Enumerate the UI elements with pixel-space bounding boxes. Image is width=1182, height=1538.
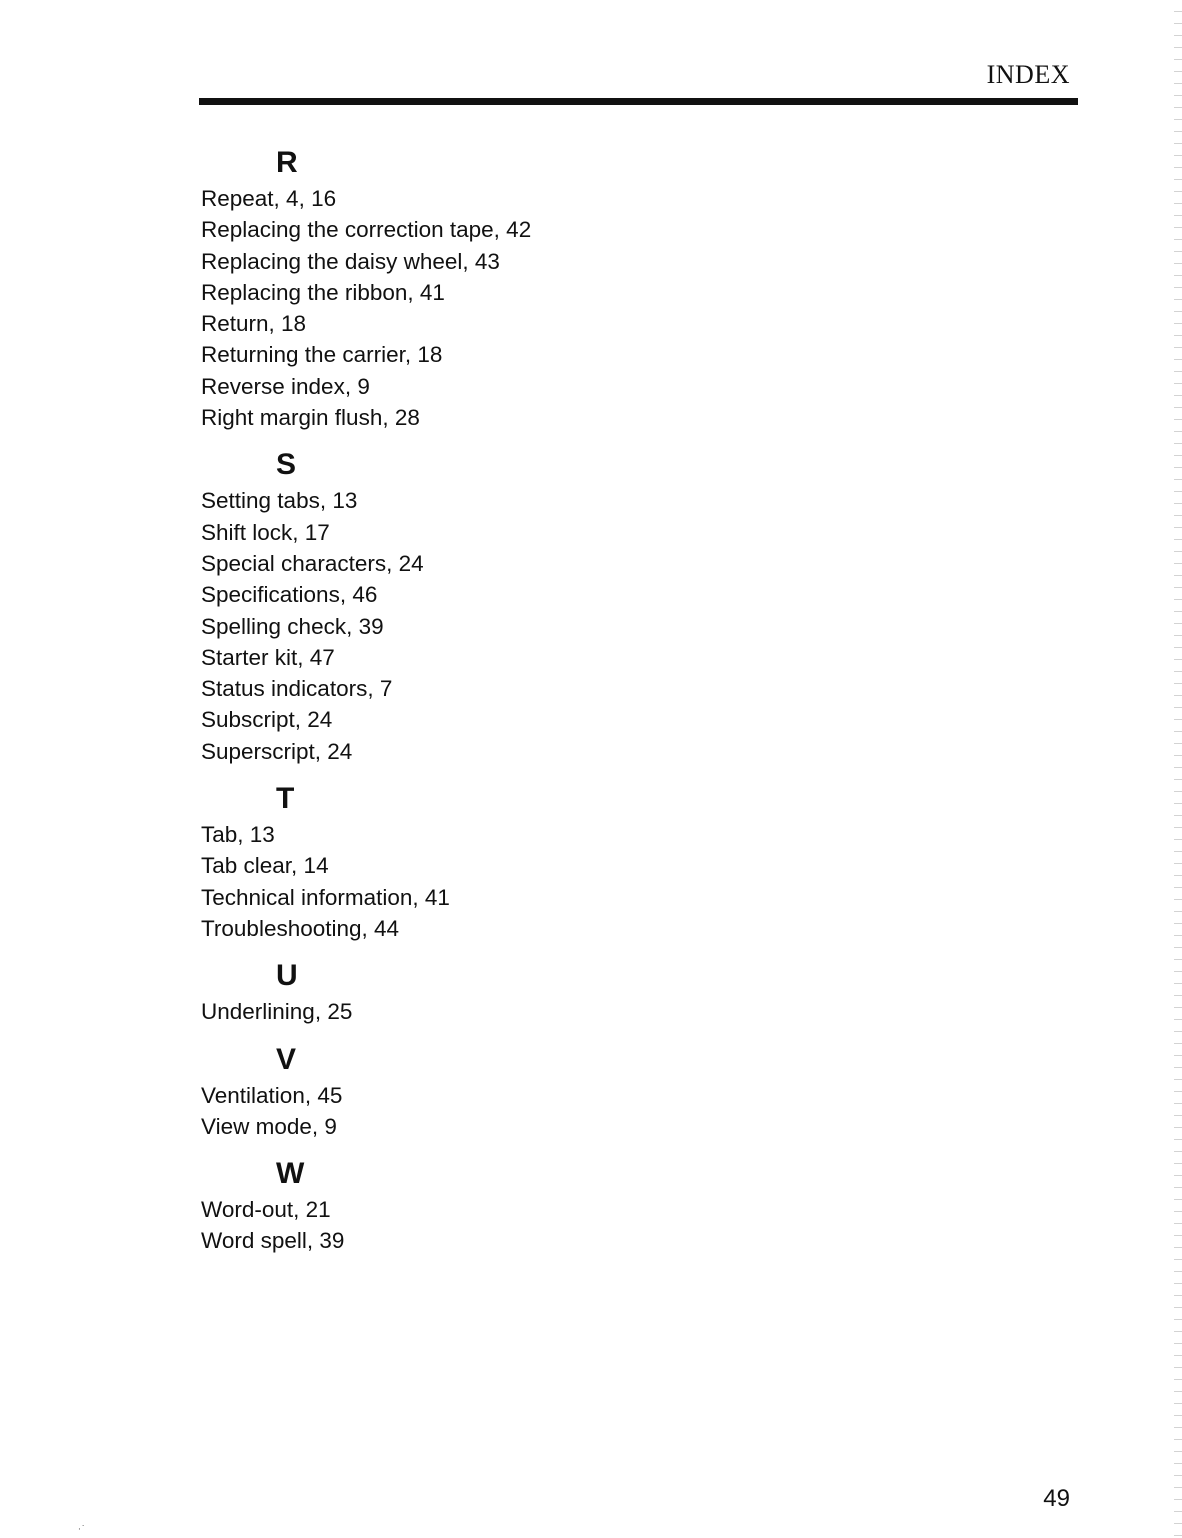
entry-list <box>201 819 901 944</box>
index-entry: Reverse index, 9 <box>201 373 370 399</box>
page-edge-ruler <box>1174 0 1182 1538</box>
index-entry: Tab clear, 14 <box>201 853 329 879</box>
index-entry: Replacing the daisy wheel, 43 <box>201 248 500 274</box>
entry-list <box>201 183 901 433</box>
index-entry: Tab, 13 <box>201 822 275 848</box>
index-entry: Superscript, 24 <box>201 738 353 764</box>
index-entry: Returning the carrier, 18 <box>201 342 443 368</box>
index-entry: Replacing the correction tape, 42 <box>201 217 532 243</box>
index-entry: Word spell, 39 <box>201 1228 345 1254</box>
index-entry: Spelling check, 39 <box>201 613 384 639</box>
entry-list <box>201 996 901 1027</box>
index-section-v <box>201 1042 901 1143</box>
section-letter: R <box>276 146 298 179</box>
index-entry: Repeat, 4, 16 <box>201 186 337 211</box>
index-entry: Ventilation, 45 <box>201 1082 343 1108</box>
index-entry: Special characters, 24 <box>201 550 424 576</box>
section-letter: U <box>276 959 298 993</box>
scan-artifact: ·˙ <box>78 1525 86 1535</box>
index-entry: Shift lock, 17 <box>201 519 330 545</box>
index-entry: Setting tabs, 13 <box>201 488 358 514</box>
index-section-u <box>201 958 901 1027</box>
index-section-t <box>201 781 901 944</box>
index-body <box>201 145 901 1271</box>
index-entry: Status indicators, 7 <box>201 676 393 702</box>
index-entry: Subscript, 24 <box>201 707 333 733</box>
index-section-r <box>201 145 901 433</box>
index-entry: Specifications, 46 <box>201 582 378 608</box>
entry-list <box>201 1194 901 1257</box>
section-letter: W <box>276 1157 305 1191</box>
index-entry: Replacing the ribbon, 41 <box>201 279 445 305</box>
entry-list <box>201 1080 901 1143</box>
index-entry: Starter kit, 47 <box>201 644 335 670</box>
entry-list <box>201 485 901 767</box>
index-section-w <box>201 1156 901 1257</box>
index-section-s <box>201 447 901 767</box>
page-number: 49 <box>1043 1485 1070 1512</box>
section-letter: S <box>276 448 297 482</box>
index-entry: Underlining, 25 <box>201 999 353 1025</box>
page-header-title: INDEX <box>986 60 1070 89</box>
section-letter: V <box>276 1042 297 1076</box>
index-entry: View mode, 9 <box>201 1113 337 1139</box>
index-entry: Troubleshooting, 44 <box>201 915 400 941</box>
header-rule <box>199 98 1078 105</box>
index-entry: Right margin flush, 28 <box>201 405 420 431</box>
section-letter: T <box>276 782 295 816</box>
index-entry: Technical information, 41 <box>201 884 450 910</box>
index-entry: Word-out, 21 <box>201 1197 331 1223</box>
index-entry: Return, 18 <box>201 311 307 337</box>
